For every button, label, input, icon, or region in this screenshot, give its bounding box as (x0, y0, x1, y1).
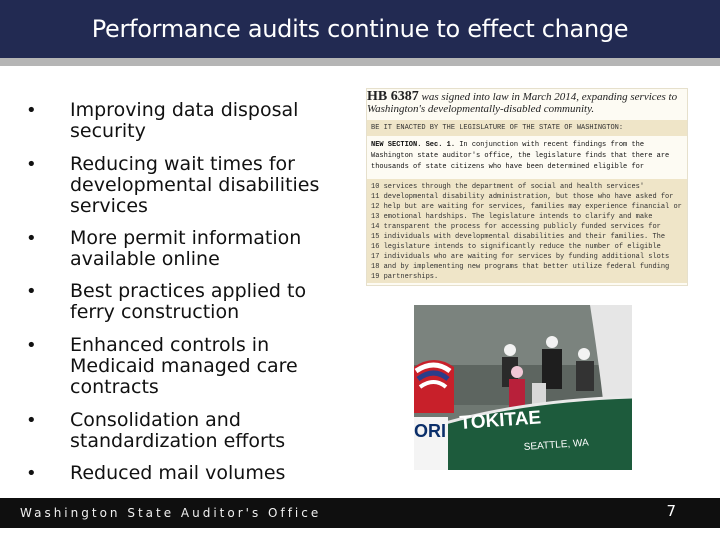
bill-number: HB 6387 (367, 89, 419, 104)
bill-caption (367, 91, 687, 115)
ship-port: SEATTLE, WA (523, 437, 590, 453)
bullet-list (26, 100, 356, 484)
slide-title: Performance audits continue to effect change (91, 15, 629, 43)
page-number: 7 (666, 502, 676, 520)
bullet-item: • Best practices applied to ferry construction (26, 280, 307, 323)
partial-sign-text: ORI (414, 421, 447, 441)
bullet-icon: • (26, 100, 37, 121)
ship-name: TOKITAE (458, 407, 542, 434)
bill-line: 14 transparent the process for accessing publicly funded services for (371, 223, 661, 231)
bullet-icon: • (26, 228, 37, 249)
title-bar (0, 0, 720, 58)
bill-line: 16 legislature intends to significantly reduce the number of eligible (371, 243, 661, 251)
bullet-item: • Reduced mail volumes (26, 462, 286, 484)
section-paragraph (367, 140, 687, 173)
bullet-item: • Improving data disposal security (26, 99, 299, 142)
bill-line: 13 emotional hardships. The legislature intends to clarify and make (371, 213, 653, 221)
title-divider (0, 58, 720, 66)
bill-line: 18 and by implementing new programs that better utilize federal funding (371, 263, 670, 271)
bullet-icon: • (26, 154, 37, 175)
bullet-icon: • (26, 463, 37, 484)
section-heading: NEW SECTION. Sec. 1. (371, 141, 456, 149)
bill-line: 19 partnerships. (371, 273, 439, 281)
bullet-icon: • (26, 410, 37, 431)
bill-line: 10 services through the department of social and health services' (371, 183, 645, 191)
bill-line: 17 individuals who are waiting for services by funding additional slots (371, 253, 670, 261)
bill-lines (367, 179, 687, 283)
bullet-icon: • (26, 335, 37, 356)
footer-organization: Washington State Auditor's Office (20, 506, 322, 520)
enacting-clause: BE IT ENACTED BY THE LEGISLATURE OF THE STATE OF WASHINGTON: (367, 120, 687, 136)
bill-line: 15 individuals with developmental disabilities and their families. The (371, 233, 666, 241)
ferry-photo (414, 305, 632, 470)
bill-document-image (366, 88, 688, 286)
bullet-item: • Enhanced controls in Medicaid managed care contracts (26, 334, 298, 398)
bullet-item: • Reducing wait times for developmental disabilities services (26, 153, 320, 217)
bullet-icon: • (26, 281, 37, 302)
bullet-item: • Consolidation and standardization efforts (26, 409, 286, 452)
bill-line: 11 developmental disability administration, but those who have asked for (371, 193, 674, 201)
bill-line: 12 help but are waiting for services, families may experience financial or (371, 203, 682, 211)
ferry-photo-graphic (414, 305, 632, 470)
section-text: In conjunction with recent findings from the Washington state auditor's office, the legislature finds that there are thousands of state citizens who have been determined eligible for (371, 141, 670, 171)
bill-caption-text: was signed into law in March 2014, expanding services to Washington's developmentally-disabled community. (367, 91, 678, 115)
bullet-item: • More permit information available online (26, 227, 302, 270)
